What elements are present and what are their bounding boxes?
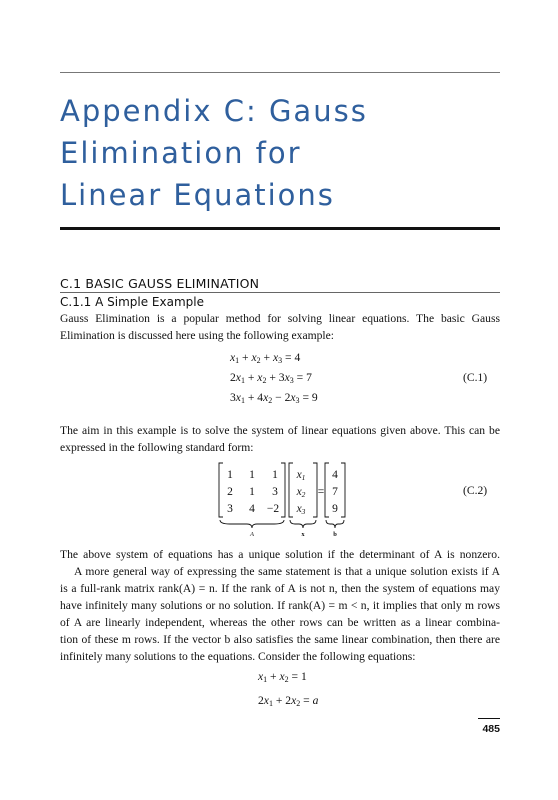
matrix-cell: 2 xyxy=(227,486,233,498)
matrix-cell: 1 xyxy=(249,486,255,498)
matrix-cell: 1 xyxy=(272,469,278,481)
equation-line: $3x_1 + 4x_2 - 2x_3 = 9$ xyxy=(230,391,318,405)
vector-b-entry: 9 xyxy=(332,503,338,515)
equation-number: (C.2) xyxy=(463,484,488,497)
matrix-cell: −2 xyxy=(266,503,280,515)
subsection-heading: C.1.1 A Simple Example xyxy=(60,295,204,309)
paragraph-aim xyxy=(60,422,500,456)
brace-label-b: b xyxy=(333,531,337,538)
vector-x-entry: x3 xyxy=(296,503,306,516)
matrix-cell: 1 xyxy=(227,469,233,481)
text-line: of A are linearly independent, whereas the other rows can be written as a linear combina- xyxy=(60,616,500,629)
matrix-cell: 3 xyxy=(272,486,278,498)
vector-x-entry: x1 xyxy=(296,469,306,482)
equation-line: $2x_1 + x_2 + 3x_3 = 7$ xyxy=(230,371,312,385)
paragraph-solution xyxy=(60,546,500,665)
vector-b-entry: 4 xyxy=(332,469,338,481)
text-line: A more general way of expressing the same statement is that a unique solution exists if A xyxy=(74,565,500,578)
vector-b-entry: 7 xyxy=(332,486,338,498)
matrix-equation xyxy=(215,460,355,540)
text-line: is a full-rank matrix rank(A) = n. If the rank of A is not n, then the system of equations may xyxy=(60,582,500,595)
text-line: The aim in this example is to solve the system of linear equations given above. This can be xyxy=(60,424,500,437)
text-line: have infinitely many solutions or no solution. If rank(A) = m < n, it implies that only m rows xyxy=(60,599,500,612)
title-line: Elimination for xyxy=(60,136,302,170)
equation-line: $x_1 + x_2 + x_3 = 4$ xyxy=(230,351,301,365)
text-line: Elimination is discussed here using the following example: xyxy=(60,329,335,342)
equals-sign: = xyxy=(317,486,325,498)
section-heading: C.1 BASIC GAUSS ELIMINATION xyxy=(60,276,260,291)
text-line: Gauss Elimination is a popular method for solving linear equations. The basic Gauss xyxy=(60,312,500,325)
title-line: Appendix C: Gauss xyxy=(60,94,368,128)
title-rule xyxy=(60,227,500,230)
matrix-cell: 1 xyxy=(249,469,255,481)
chapter-title xyxy=(60,90,368,216)
brace-label-a: A xyxy=(250,531,254,538)
text-line: infinitely many solutions to the equations. Consider the following equations: xyxy=(60,650,416,663)
equation-number: (C.1) xyxy=(463,371,488,384)
matrix-cell: 3 xyxy=(227,503,233,515)
equation-line: $2x_1 + 2x_2 = a$ xyxy=(258,694,319,708)
text-line: expressed in the following standard form: xyxy=(60,441,254,454)
brace-label-x: x xyxy=(301,531,305,538)
equation-line: $x_1 + x_2 = 1$ xyxy=(258,670,307,684)
text-line: The above system of equations has a unique solution if the determinant of A is nonzero. xyxy=(60,548,500,561)
text-line: tion of these m rows. If the vector b also satisfies the same linear combination, then there are xyxy=(60,633,500,646)
top-rule xyxy=(60,72,500,73)
vector-x-entry: x2 xyxy=(296,486,306,499)
section-rule xyxy=(60,292,500,293)
paragraph-intro xyxy=(60,310,500,344)
page-number-rule xyxy=(478,718,500,719)
matrix-cell: 4 xyxy=(249,503,255,515)
page-number: 485 xyxy=(482,723,500,735)
title-line: Linear Equations xyxy=(60,178,335,212)
